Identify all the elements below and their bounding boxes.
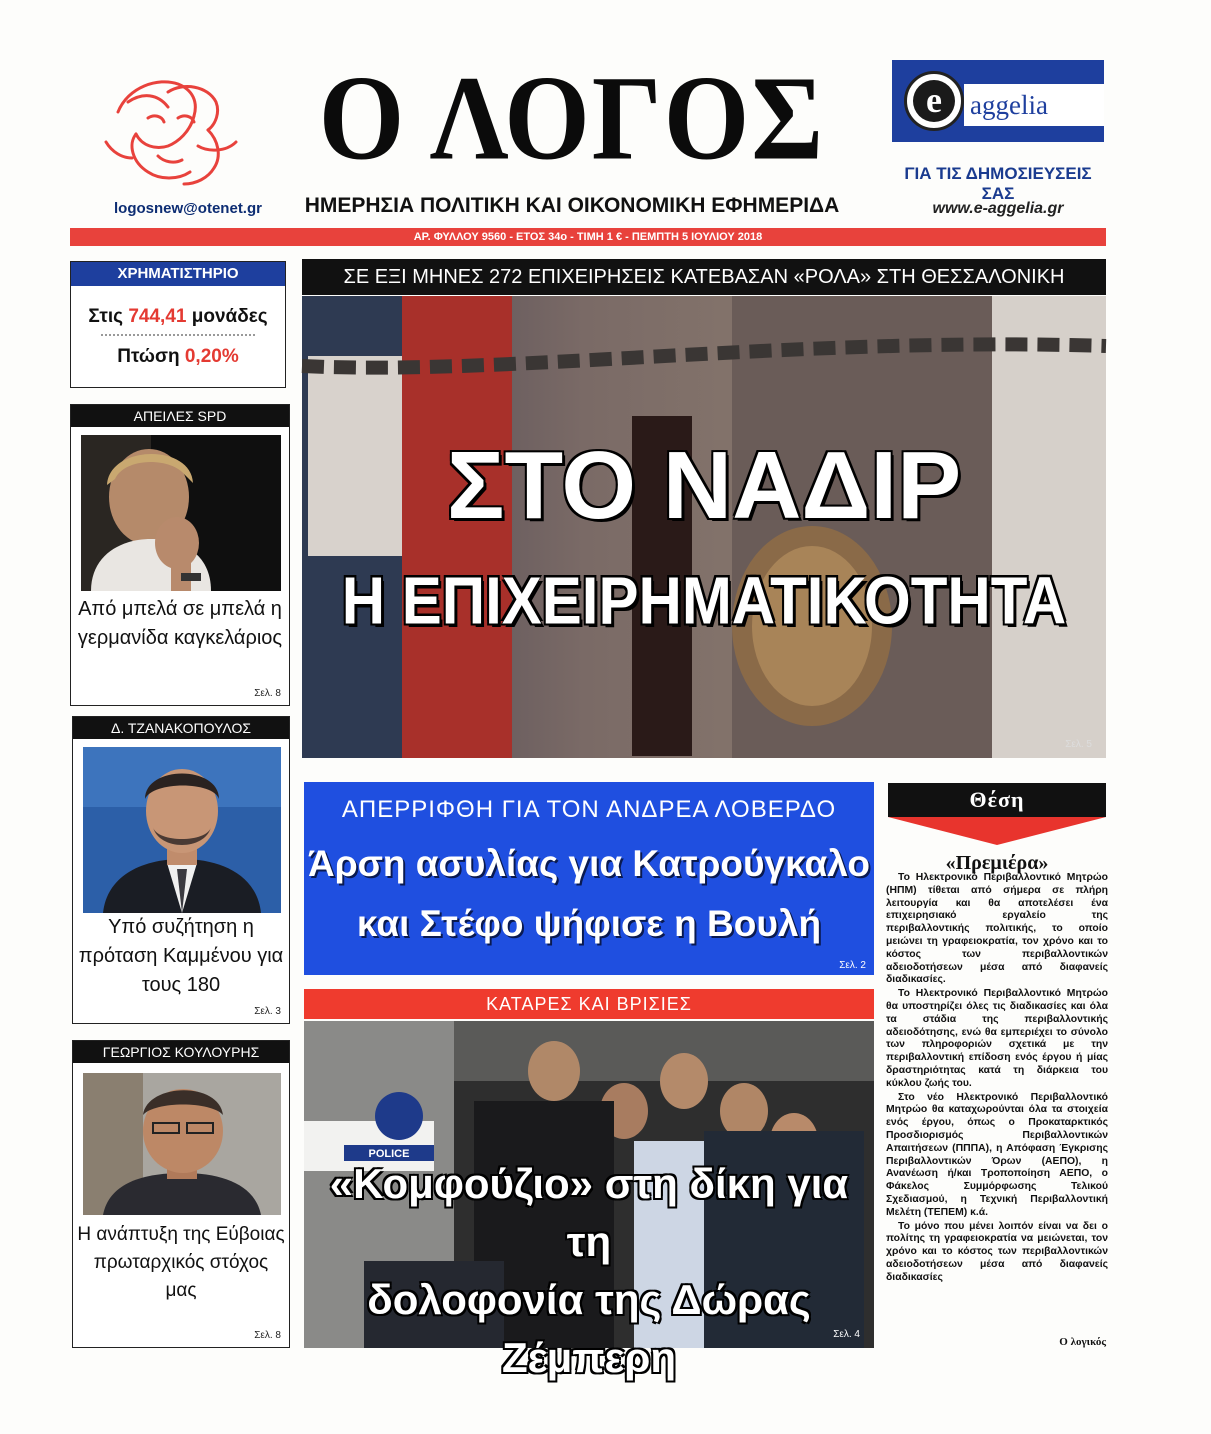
opinion-header-arrow (888, 817, 1106, 845)
main-story-headline-1: ΣΤΟ ΝΑΔΙΡ (446, 432, 962, 539)
sidebar-story-caption: Υπό συζήτηση η πρόταση Καμμένου για τους 180 (78, 916, 284, 996)
opinion-body (886, 872, 1108, 1286)
sidebar-story-caption: Η ανάπτυξη της Εύβοιας πρωταρχικός στόχος μας (77, 1224, 285, 1301)
ad-url-link[interactable]: www.e-aggelia.gr (932, 200, 1064, 217)
immunity-story-kicker: ΑΠΕΡΡΙΦΘΗ ΓΙΑ ΤΟΝ ΑΝΔΡΕΑ ΛΟΒΕΡΔΟ (341, 796, 837, 823)
eaggelia-brand-text: aggelia (964, 84, 1104, 126)
merkel-photo (81, 435, 279, 591)
stock-change-prefix: Πτώση (117, 346, 185, 367)
sidebar-story-kicker: Δ. ΤΖΑΝΑΚΟΠΟΥΛΟΣ (73, 717, 289, 739)
immunity-story-headline (304, 834, 874, 954)
opinion-title: «Πρεμιέρα» (945, 852, 1049, 874)
main-story-headline-2: Η ΕΠΙΧΕΙΡΗΜΑΤΙΚΟΤΗΤΑ (341, 562, 1067, 638)
opinion-paragraph: Το μόνο που μένει λοιπόν είναι να δει ο πολίτης τη γραφειοκρατία να μειώνεται, τον χρόνο και το κόστος των περιβαλλοντικών αδειοδοτήσεων μέσα από διαφανείς διαδικασίες (886, 1220, 1108, 1283)
trial-headline-line-2: δολοφονία της Δώρας Ζέμπερη (367, 1276, 811, 1381)
sidebar-story-kicker: ΓΕΩΡΓΙΟΣ ΚΟΥΛΟΥΡΗΣ (73, 1041, 289, 1063)
immunity-story-page: Σελ. 2 (839, 960, 866, 971)
opinion-paragraph: Το Ηλεκτρονικό Περιβαλλοντικό Μητρώο θα υποστηρίζει όλες τις διαδικασίες και όλα τα στάδια της περιβαλλοντικής αδειοδότησης, ενώ θα εμπεριέχει το σύνολο των πληροφοριών σχετικά με την περιβαλλοντική επίδοση ενός έργου ή μίας δραστηριότητας κατά τη διάρκεια του κύκλου ζωής του. (886, 988, 1108, 1089)
stock-change-line (71, 346, 285, 368)
immunity-story-box[interactable] (304, 782, 874, 975)
eaggelia-logo-letter: e (913, 80, 955, 122)
contact-email[interactable]: logosnew@otenet.gr (114, 200, 262, 217)
koulouris-photo (83, 1073, 279, 1215)
eaggelia-ad-banner[interactable] (892, 60, 1104, 142)
stock-market-box (70, 261, 286, 388)
sidebar-story-page: Σελ. 3 (254, 1006, 281, 1017)
stock-points-line (71, 306, 285, 328)
newspaper-logo-illustration (98, 72, 243, 197)
trial-story-page: Σελ. 4 (833, 1329, 860, 1340)
eaggelia-logo-icon (904, 71, 964, 131)
sidebar-story-caption: Από μπελά σε μπελά η γερμανίδα καγκελάριος (77, 598, 283, 649)
main-story-photo[interactable] (302, 296, 1106, 758)
trial-story-kicker: ΚΑΤΑΡΕΣ ΚΑΙ ΒΡΙΣΙΕΣ (304, 989, 874, 1019)
sidebar-story-2[interactable] (72, 716, 290, 1024)
opinion-signature: Ο λογικός (1059, 1336, 1106, 1348)
sidebar-story-kicker: ΑΠΕΙΛΕΣ SPD (71, 405, 289, 427)
stock-points-suffix: μονάδες (186, 306, 268, 327)
trial-headline-line-1: «Κομφούζιο» στη δίκη για τη (329, 1160, 849, 1265)
stock-points-prefix: Στις (88, 306, 129, 327)
main-story-page: Σελ. 5 (1065, 739, 1092, 750)
stock-points-value: 744,41 (128, 306, 187, 327)
sidebar-story-3[interactable] (72, 1040, 290, 1348)
trial-story-headline (304, 1155, 874, 1387)
opinion-paragraph: Στο νέο Ηλεκτρονικό Περιβαλλοντικό Μητρώο θα καταχωρούνται όλα τα στοιχεία ενός έργου, όπως ο Προκαταρκτικός Προσδιορισμός Περιβαλλοντικών Απαιτήσεων (ΠΠΠΑ), η Απόφαση Έγκρισης Περιβαλλοντικών Όρων (ΑΕΠΟ), η Ανανέωση ή/και Τροποποίηση ΑΕΠΟ, ο Φάκελος Συμμόρφωσης Τελικού Σχεδιασμού, η Τεχνική Περιβαλλοντική Μελέτη (ΤΕΠΕΜ) κ.ά. (886, 1091, 1108, 1218)
main-story-banner: ΣΕ ΕΞΙ ΜΗΝΕΣ 272 ΕΠΙΧΕΙΡΗΣΕΙΣ ΚΑΤΕΒΑΣΑΝ «ΡΟΛΑ» ΣΤΗ ΘΕΣΣΑΛΟΝΙΚΗ (302, 259, 1106, 295)
sidebar-story-page: Σελ. 8 (254, 688, 281, 699)
trial-story-photo[interactable] (304, 1021, 874, 1381)
stock-change-value: 0,20% (184, 346, 239, 367)
immunity-headline-line-1: Άρση ασυλίας για Κατρούγκαλο (307, 843, 870, 884)
sidebar-story-1[interactable] (70, 404, 290, 706)
masthead-subtitle: ΗΜΕΡΗΣΙΑ ΠΟΛΙΤΙΚΗ ΚΑΙ ΟΙΚΟΝΟΜΙΚΗ ΕΦΗΜΕΡΙΔΑ (304, 194, 840, 217)
stock-divider (101, 334, 255, 336)
stock-market-label: ΧΡΗΜΑΤΙΣΤΗΡΙΟ (71, 262, 285, 286)
issue-info-bar: ΑΡ. ΦΥΛΛΟΥ 9560 - ΕΤΟΣ 34ο - ΤΙΜΗ 1 € - ΠΕΜΠΤΗ 5 ΙΟΥΛΙΟΥ 2018 (70, 228, 1106, 246)
sidebar-story-page: Σελ. 8 (254, 1330, 281, 1341)
masthead-title: Ο ΛΟΓΟΣ (318, 50, 826, 186)
police-sign-text: POLICE (368, 1148, 410, 1160)
opinion-paragraph: Το Ηλεκτρονικό Περιβαλλοντικό Μητρώο (ΗΠΜ) τίθεται από σήμερα σε πλήρη λειτουργία και θα αποτελέσει ένα επιχειρησιακό εργαλείο της περιβαλλοντικής πολιτικής, το οποίο μειώνει τη γραφειοκρατία, τον χρόνο και το κόστος των περιβαλλοντικών αδειοδοτήσεων μέσα από διαφανείς διαδικασίες. (886, 872, 1108, 986)
tzanakopoulos-photo (83, 747, 279, 913)
immunity-headline-line-2: και Στέφο ψήφισε η Βουλή (356, 903, 822, 944)
ad-tagline: ΓΙΑ ΤΙΣ ΔΗΜΟΣΙΕΥΣΕΙΣ ΣΑΣ (904, 164, 1092, 203)
opinion-section-header: Θέση (888, 783, 1106, 817)
